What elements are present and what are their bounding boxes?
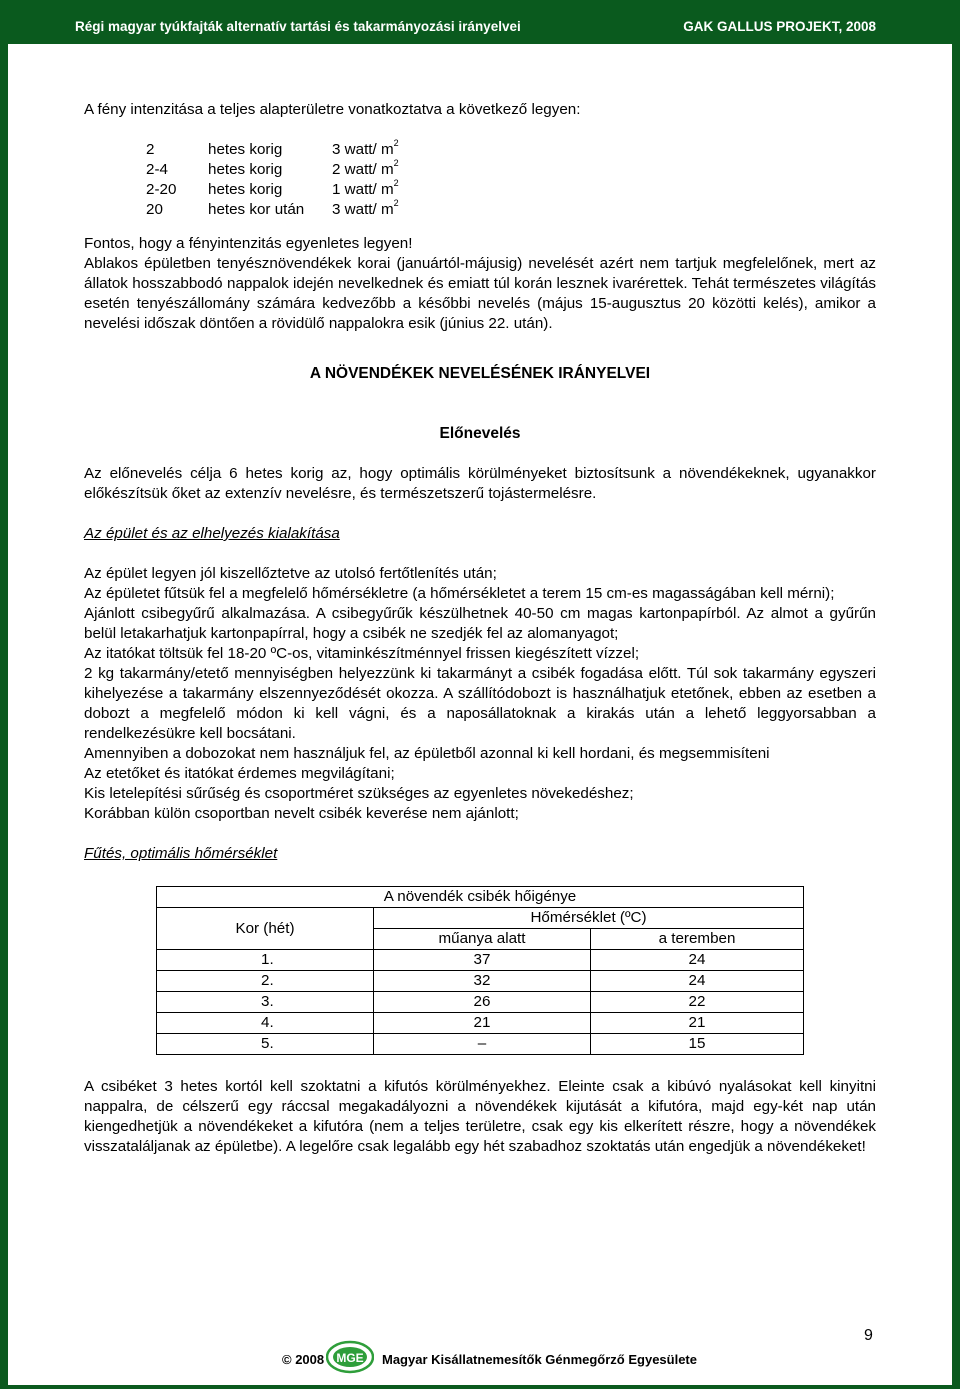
light-weeks: 2-4 bbox=[146, 161, 168, 178]
temperature-table bbox=[156, 886, 804, 1055]
header-project-title: GAK GALLUS PROJEKT, 2008 bbox=[683, 19, 876, 34]
table-cell-age: 3. bbox=[157, 992, 374, 1013]
table-cell-age: 1. bbox=[157, 950, 374, 971]
table-row bbox=[157, 1034, 804, 1055]
footer-copyright: © 2008 bbox=[282, 1352, 325, 1367]
windows-paragraph: Ablakos épületben tenyésznövendékek korai (januártól-májusig) nevelését azért nem tartjuk megfelelőnek, mert az állatok hosszabbodó nappalok idején nevelkednek és emiatt túl korán lesznek ivarérettek. Tehát természetes világítás esetén tenyészállomány számára kedvezőbb a későbbi nevelés (május 15-augusztus 20 közötti kelés), amikor a nevelési időszak döntően a rövidülő nappalokra esik (június 22. után). bbox=[84, 255, 876, 332]
logo-text: MGE bbox=[336, 1351, 364, 1365]
table-row bbox=[157, 992, 804, 1013]
light-weeks: 20 bbox=[146, 201, 163, 218]
page-content bbox=[84, 100, 876, 1157]
building-line: Az épületet fűtsük fel a megfelelő hőmérsékletre (a hőmérsékletet a terem 15 cm-es magasságában kell mérni); bbox=[84, 585, 835, 602]
intro-paragraph: A fény intenzitása a teljes alapterületre vonatkoztatva a következő legyen: bbox=[84, 101, 581, 118]
table-cell-age: 4. bbox=[157, 1013, 374, 1034]
table-header-age: Kor (hét) bbox=[157, 908, 374, 950]
building-line: Az itatókat töltsük fel 18-20 ºC-os, vitaminkészítménnyel frissen kiegészített vízzel; bbox=[84, 645, 640, 662]
section-title: A NÖVENDÉKEK NEVELÉSÉNEK IRÁNYELVEI bbox=[309, 365, 651, 382]
building-line: Kis letelepítési sűrűség és csoportméret szükséges az egyenletes növekedéshez; bbox=[84, 785, 634, 802]
final-paragraph: A csibéket 3 hetes kortól kell szoktatni a kifutós körülményekhez. Eleinte csak a kibúvó nyalásokat kell kinyitni nappalra, de célszerű egy ráccsal megakadályozni a növendékek kijutását a kifutóra, majd egy-két nap után kiengedhetjük a növendékeket a kifutóra (nem a teljes területre, csak egy kis elkerített részre, hogy a növendékek visszataláljanak az épületbe). A legelőre csak legalább egy hét szabadhoz szoktatás után engedjük a növendékeket! bbox=[84, 1078, 876, 1155]
light-row bbox=[146, 180, 876, 200]
table-header-under: műanya alatt bbox=[374, 929, 591, 950]
light-phrase: hetes korig bbox=[208, 181, 283, 198]
building-line: Amennyiben a dobozokat nem használjuk fel, az épületből azonnal ki kell hordani, és megsemmisíteni bbox=[84, 745, 770, 762]
uniform-light-note: Fontos, hogy a fényintenzitás egyenletes legyen! bbox=[84, 235, 413, 252]
light-watt: 1 watt/ $m^2$ bbox=[332, 178, 399, 198]
table-title: A növendék csibék hőigénye bbox=[157, 887, 804, 908]
light-phrase: hetes korig bbox=[208, 141, 283, 158]
light-watt: 3 watt/ $m^2$ bbox=[332, 198, 399, 218]
goal-paragraph: Az előnevelés célja 6 hetes korig az, hogy optimális körülményeket biztosítsunk a növendékeknek, ugyanakkor előkészítsük őket az extenzív nevelésre, és természetszerű tojástermelésre. bbox=[84, 465, 876, 502]
table-cell-under: 26 bbox=[374, 992, 591, 1013]
footer-organization: Magyar Kisállatnemesítők Génmegőrző Egyesülete bbox=[382, 1352, 697, 1367]
mge-logo-icon bbox=[326, 1340, 374, 1374]
table-cell-room: 15 bbox=[591, 1034, 804, 1055]
table-row bbox=[157, 971, 804, 992]
table-cell-age: 5. bbox=[157, 1034, 374, 1055]
page-frame-right bbox=[952, 0, 960, 1389]
building-heading: Az épület és az elhelyezés kialakítása bbox=[84, 525, 340, 542]
page-frame-left bbox=[0, 0, 8, 1389]
light-row bbox=[146, 200, 876, 220]
table-cell-room: 21 bbox=[591, 1013, 804, 1034]
table-header-temp: Hőmérséklet (ºC) bbox=[374, 908, 804, 929]
light-row bbox=[146, 160, 876, 180]
table-cell-room: 22 bbox=[591, 992, 804, 1013]
page-frame-bottom bbox=[0, 1385, 960, 1389]
page-number: 9 bbox=[864, 1327, 873, 1344]
table-row bbox=[157, 1013, 804, 1034]
table-cell-age: 2. bbox=[157, 971, 374, 992]
light-phrase: hetes kor után bbox=[208, 201, 305, 218]
table-row bbox=[157, 950, 804, 971]
building-line: Az épület legyen jól kiszellőztetve az utolsó fertőtlenítés után; bbox=[84, 565, 497, 582]
subsection-title: Előnevelés bbox=[439, 425, 521, 442]
building-line: Korábban külön csoportban nevelt csibék keverése nem ajánlott; bbox=[84, 805, 519, 822]
heating-heading: Fűtés, optimális hőmérséklet bbox=[84, 845, 278, 862]
table-cell-under: 21 bbox=[374, 1013, 591, 1034]
header-document-title: Régi magyar tyúkfajták alternatív tartási és takarmányozási irányelvei bbox=[75, 19, 521, 34]
light-intensity-list bbox=[146, 140, 876, 220]
table-cell-room: 24 bbox=[591, 950, 804, 971]
light-weeks: 2 bbox=[146, 141, 155, 158]
building-line: Az etetőket és itatókat érdemes megvilágítani; bbox=[84, 765, 395, 782]
table-header-room: a teremben bbox=[591, 929, 804, 950]
light-weeks: 2-20 bbox=[146, 181, 177, 198]
page-frame-top bbox=[0, 0, 960, 8]
table-cell-under: 32 bbox=[374, 971, 591, 992]
building-line: 2 kg takarmány/etető mennyiségben helyezzünk ki takarmányt a csibék fogadása előtt. Túl sok takarmány egyszeri kihelyezése a takarmány elszennyeződését okozza. A szállítódobozt is használhatjuk etetőnek, ebben az esetben a dobozt a megfelelő módon ki kell vágni, és a naposállatoknak a kirakás után a lehető leggyorsabban a rendelkezésükre kell bocsátani. bbox=[84, 665, 876, 742]
table-cell-under: – bbox=[374, 1034, 591, 1055]
building-list bbox=[84, 564, 876, 824]
light-phrase: hetes korig bbox=[208, 161, 283, 178]
light-watt: 3 watt/ $m^2$ bbox=[332, 138, 399, 158]
light-row bbox=[146, 140, 876, 160]
light-watt: 2 watt/ $m^2$ bbox=[332, 158, 399, 178]
table-cell-under: 37 bbox=[374, 950, 591, 971]
table-cell-room: 24 bbox=[591, 971, 804, 992]
building-line: Ajánlott csibegyűrű alkalmazása. A csibegyűrűk készülhetnek 40-50 cm magas kartonpapírból. Az almot a gyűrűn belül letakarhatjuk kartonpapírral, hogy a csibék ne szedjék fel az alomanyagot; bbox=[84, 605, 876, 642]
